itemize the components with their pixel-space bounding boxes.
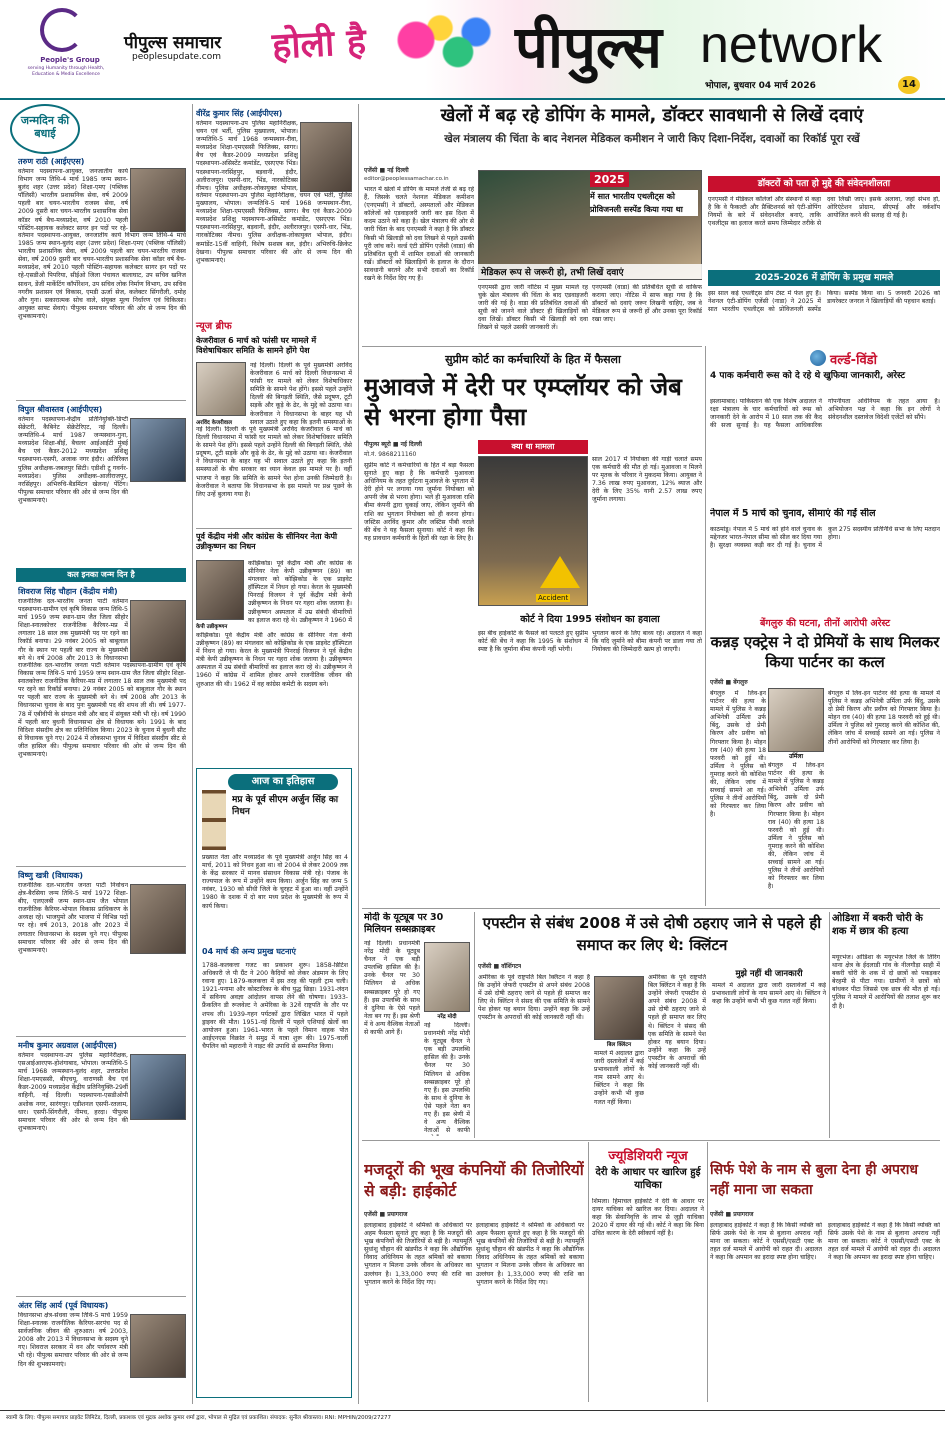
world-text: काठमांडू। नेपाल में 5 मार्च को होने वाले चुनाव के मद्देनजर भारत-नेपाल सीमा को सील कर दिया गया है। सुरक्षा व्यवस्था कड़ी कर दी गई है। चुनाव में कुल 275 सदस्यीय प्रतिनिधि सभा के लिए मतदान होगा। xyxy=(710,526,940,550)
judiciary-headline: देरी के आधार पर खारिज हुई याचिका xyxy=(595,1167,701,1191)
unnikrishnan-photo xyxy=(196,560,244,620)
hc-byline: एजेंसी ■ प्रयागराज xyxy=(364,1211,408,1218)
footer-imprint: स्वामी के लिए: पीपुल्स समाचार प्राइवेट लिमिटेड, दिल्ली, प्रकाशक एवं मुद्रक अशोक कुमार शर्मा द्वारा, भोपाल से मुद्रित एवं प्रकाशित। संपादक: सुनील श्रीवास्तव। RNI: MPHIN/2009/27277 xyxy=(6,1415,392,1421)
side-heading: 2025-2026 में डोपिंग के प्रमुख मामले xyxy=(708,270,940,286)
officer-photo xyxy=(300,122,352,192)
modi-photo xyxy=(424,942,470,1012)
sc-headline: मुआवजे में देरी पर एम्प्लॉयर को जेब से भरना होगा पैसा xyxy=(364,373,682,431)
holi-banner: होली है xyxy=(271,20,367,68)
history-heading: आज का इतिहास xyxy=(228,774,338,790)
sc-kicker: सुप्रीम कोर्ट का कर्मचारियों के हित में फैसला xyxy=(445,353,621,366)
person-name: मनीष कुमार अग्रवाल (आईपीएस) xyxy=(18,1041,117,1050)
person-name: विपुल श्रीवास्तव (आईपीएस) xyxy=(18,405,103,414)
epstein-text-cont2: मामले में अदालत द्वारा जारी दस्तावेजों में कई प्रभावशाली लोगों के नाम सामने आए थे। क्लिंटन ने कहा कि उन्होंने कभी भी कुछ गलत नहीं किया। xyxy=(594,1050,644,1106)
person-bio: विधानसभा क्षेत्र-सेंधवा जन्म तिथि-5 मार्च 1959 शिक्षा-स्नातक राजनीतिक कैरियर-सरपंच पद से सार्वजनिक जीवन की शुरुआत। वर्ष 2003, 2008 और 2013 में विधानसभा के सदस्य चुने गए। शिवराज सरकार में वन और पर्यावरण मंत्री भी रहे। पीपुल्स समाचार परिवार की ओर से जन्म दिन की शुभकामनाएं। xyxy=(18,1312,128,1368)
caste-headline: सिर्फ पेशे के नाम से बुला देना ही अपराध नहीं माना जा सकता xyxy=(710,1162,918,1198)
sc-text-3: इस बीच हाईकोर्ट के फैसले को पलटते हुए सुप्रीम कोर्ट की बेंच ने कहा कि 1995 के संशोधन में स्पष्ट है कि जुर्माना बीमा कंपनी नहीं भरेगी। xyxy=(478,630,588,654)
divider xyxy=(16,400,186,401)
brief-text: नई दिल्ली। दिल्ली के पूर्व मुख्यमंत्री अरविंद केजरीवाल 6 मार्च को दिल्ली विधानसभा में फांसी घर मामले को लेकर विशेषाधिकार समिति के सामने पेश होंगे। इससे पहले उन्होंने दिल्ली की बिगड़ती स्थिति, जैसे प्रदूषण, टूटी सड़कें और कूड़े के ढेर, के मुद्दे को उठाया था। केजरीवाल ने विधानसभा के बाहर यह भी सवाल उठाते हुए कहा कि इतनी समस्याओं के xyxy=(250,362,352,426)
column-rule xyxy=(588,1142,589,1402)
brand-peoples: पीपुल्स xyxy=(515,13,662,81)
sc-text: सुप्रीम कोर्ट ने कर्मचारियों के हित में बड़ा फैसला सुनाते हुए कहा है कि कर्मचारी मुआवजा अधिनियम के तहत दुर्घटना मुआवजे के भुगतान में देरी होने पर लगाया गया जुर्माना नियोक्ता को अपनी जेब से भरना होगा। भले ही मुआवजा राशि बीमा कंपनी द्वारा चुकाई जाए, लेकिन जुर्माने की राशि का भुगतान नियोक्ता को ही करना होगा। जस्टिस अरविंद कुमार और जस्टिस पीबी वराले की बेंच ने यह फैसला सुनाया। कोर्ट ने कहा कि यह प्रावधान कर्मचारी के हितों की रक्षा के लिए है। xyxy=(364,462,474,542)
footer-rule xyxy=(0,1410,945,1411)
hc-headline: मजदूरों की भूख कंपनियों की तिजोरियों से बड़ी: हाईकोर्ट xyxy=(364,1161,584,1200)
globe-icon xyxy=(810,350,826,366)
judiciary-text: शिमला। हिमाचल हाईकोर्ट ने देरी के आधार पर दायर याचिका को खारिज कर दिया। अदालत ने कहा कि सेवानिवृत्ति के लाभ से जुड़ी याचिका 2020 में दायर की गई थी। कोर्ट ने कहा कि बिना उचित कारण के देरी स्वीकार्य नहीं है। xyxy=(592,1198,704,1238)
inset-year: 2025 xyxy=(590,172,629,187)
brief-text-cont: कोझिकोड। पूर्व केंद्रीय मंत्री और कांग्रेस के सीनियर नेता केपी उन्नीकृष्णन (89) का मंगलवार को कोझिकोड के एक प्राइवेट हॉस्पिटल में निधन हो गया। केरल के मुख्यमंत्री पिनराई विजयन ने पूर्व केंद्रीय मंत्री केपी उन्नीकृष्णन के निधन पर गहरा शोक जताया है। उन्नीकृष्णन अस्पताल में उम्र संबंधी बीमारियों का इलाज करा रहे थे। उन्नीकृष्णन ने 1960 में कांग्रेस में शामिल होकर अपने राजनीतिक जीवन की शुरुआत की थी। 1962 में वह कांग्रेस कमेटी के सदस्य बने। xyxy=(196,632,352,688)
person-bio-text: वर्तमान पदस्थापना-आयुक्त, जनजातीय कार्य विभाग जन्म तिथि-4 मार्च 1985 जन्म स्थान-बुलंद शहर (उत्तर प्रदेश) शिक्षा-एमए (पब्लिक पॉलिसी) भारतीय प्रशासनिक सेवा, वर्ष 2009 पहली बार चयन-भारतीय राजस्व सेवा, वर्ष 2009 दूसरी बार चयन-भारतीय प्रशासनिक सेवा कॉडर वर्ष बैच-मध्यप्रदेश, वर्ष 2010 पहली पोस्टिंग-सहायक कलेक्टर सागर इन पदों पर रहे-एसडीओ पिपरिया, सीईओ जिला पंचायत बालाघाट, उप सचिव खनिज साधन, डेंजी मार्केटिंग कॉर्पोरेशन, उप सचिव लोक निर्माण विभाग, उप सचिव नगरीय प्रशासन एवं विकास, एमडी ऊर्जा सेज, कलेक्टर सिंगरौली, दमोह और गुना। सकारात्मक सोच वाले, संयुक्त मूल्य निर्धारण एवं चिकित्सा। आयुक्त साफ्ट सेवाएं। पीपुल्स समाचार परिवार की ओर से जन्म दिन की शुभकामनाएं। xyxy=(18,232,186,320)
person-photo xyxy=(130,1054,186,1120)
person-bio-cont xyxy=(18,662,186,862)
side-text: एनएमसी ने मेडिकल कॉलेजों और संस्थानों से कहा है कि वे फैकल्टी और प्रैक्टिशनर्स को एंटी-डोपिंग नियमों के बारे में संवेदनशील बनाएं, ताकि एथलीट्स का इलाज करते समय जिम्मेदार तरीके से दवा लिखी जाए। इसके अलावा, जहां संभव हो, ओरिएंटेशन प्रोग्राम, सीएमई और वर्कशॉप आयोजित करने की सलाह दी गई है। xyxy=(708,196,940,228)
caste-text: इलाहाबाद हाईकोर्ट ने कहा है कि किसी व्यक्ति को सिर्फ उसके पेशे के नाम से बुलाना अपराध नहीं माना जा सकता। कोर्ट ने एससी/एसटी एक्ट के तहत दर्ज मामले में आरोपी को राहत दी। अदालत ने कहा कि अपमान का इरादा स्पष्ट होना चाहिए। xyxy=(710,1222,822,1262)
person-name: शिवराज सिंह चौहान (केंद्रीय मंत्री) xyxy=(18,587,118,596)
person-photo xyxy=(130,600,186,662)
clinton-photo xyxy=(594,976,644,1040)
bengaluru-byline: एजेंसी ■ बेंगलुरु xyxy=(710,679,748,686)
accident-label: Accident xyxy=(538,594,569,602)
lead-photo-caption: मेडिकल रूप से जरूरी हो, तभी लिखें दवाएं xyxy=(478,264,702,279)
hc-text: इलाहाबाद हाईकोर्ट ने श्रमिकों के अधिकारों पर अहम फैसला सुनाते हुए कहा है कि मजदूरों की भूख कंपनियों की तिजोरियों से बड़ी है। न्यायमूर्ति सुधांशु चौहान की खंडपीठ ने कहा कि औद्योगिक विवाद अधिनियम के तहत श्रमिकों को बकाया भुगतान न मिलना उनके जीवन के अधिकार का उल्लंघन है। 1,33,000 रुपए की राशि का भुगतान करने के निर्देश दिए गए। xyxy=(364,1222,472,1286)
epstein-text: अमेरिका के पूर्व राष्ट्रपति बिल क्लिंटन ने कहा है कि उन्होंने जेफरी एपस्टीन से अपने संबंध 2008 में उसे दोषी ठहराए जाने से पहले ही समाप्त कर लिए थे। क्लिंटन ने संसद की एक समिति के सामने पेश होकर यह बयान दिया। उन्होंने कहा कि उन्हें एपस्टीन के अपराधों की कोई जानकारी नहीं थी। xyxy=(478,974,590,1022)
person-photo xyxy=(130,884,186,954)
world-text: इस्लामाबाद। पाकिस्तान की एक विशेष अदालत ने रक्षा मंत्रालय के चार कर्मचारियों को रूस को जानकारी देने के आरोप में 10 साल तक की कैद की सजा सुनाई है। यह फैसला आधिकारिक गोपनीयता अधिनियम के तहत आया है। अभियोजन पक्ष ने कहा कि इन लोगों ने संवेदनशील दस्तावेज विदेशी एजेंटों को सौंपे। xyxy=(710,398,940,430)
officer-name: वीरेंद्र कुमार सिंह (आईपीएस) xyxy=(196,109,283,118)
history-events: 1788-कलकत्ता गजट का प्रकाशन शुरू। 1858-ब्रिटिश अधिकारी जे पी ग्रैंट ने 200 कैदियों को लेकर अंडमान के लिए रवाना हुए। 1879-कलकत्ता में इस तरह की पहली ट्राम चली। 1921-पनामा और कोस्टारिका के बीच युद्ध छिड़ा। 1931-लंदन में सविनय अवज्ञा आंदोलन वापस लेने की घोषणा। 1933-फ्रैंकलिन डी रूजवेल्ट ने अमेरिका के 32वें राष्ट्रपति के तौर पर शपथ ली। 1939-गहन पर्यटकों द्वारा लिखित भारत में पहले ड्राइवर की मौत। 1951-नई दिल्ली में पहले एशियाई खेलों का आयोजन हुआ। 1961-भारत के पहले विमान वाहक पोत आईएनएस विक्रांत ने समुद्र में यात्रा शुरू की। 1975-चार्ली चैपलिन को महारानी ने नाइट की उपाधि से सम्मानित किया। xyxy=(202,962,348,1050)
divider xyxy=(16,866,186,867)
birthday-heading: जन्मदिन की बधाई xyxy=(10,104,80,154)
group-name: People's Group xyxy=(40,56,100,64)
photo-caption: बिल क्लिंटन xyxy=(606,1042,632,1048)
inset-text: में सात भारतीय एथलीट्स को प्रोविजनली सस्पेंड किया गया था xyxy=(590,190,698,216)
modi-text-cont: नई दिल्ली। प्रधानमंत्री नरेंद्र मोदी के यूट्यूब चैनल ने एक बड़ी उपलब्धि हासिल की है। उनके चैनल पर 30 मिलियन से अधिक सब्सक्राइबर पूरे हो गए हैं। इस उपलब्धि के साथ वे दुनिया के ऐसे पहले नेता बन गए हैं। इस श्रेणी में वे अन्य वैश्विक नेताओं से काफी xyxy=(424,1022,470,1135)
divider xyxy=(16,1036,186,1037)
person-bio: वर्तमान पदस्थापना-आयुक्त, जनजातीय कार्य विभाग जन्म तिथि-4 मार्च 1985 जन्म स्थान-बुलंद शहर (उत्तर प्रदेश) शिक्षा-एमए (पब्लिक पॉलिसी) भारतीय प्रशासनिक सेवा, वर्ष 2009 पहली बार चयन-भारतीय राजस्व सेवा, वर्ष 2009 दूसरी बार चयन-भारतीय प्रशासनिक सेवा कॉडर वर्ष बैच-मध्यप्रदेश, वर्ष 2010 पहली पोस्टिंग-सहायक कलेक्टर सागर इन पदों पर रहे- xyxy=(18,168,128,232)
officer-bio-cont: वर्तमान पदस्थापना-उप पुलिस महानिरीक्षक, चयन एवं भर्ती, पुलिस मुख्यालय, भोपाल। जन्मतिथि-5 मार्च 1968 जन्मस्थान-रीवा, मध्यप्रदेश शिक्षा-एमएससी फिजिक्स, सागर। बैच एवं कैडर-2009 मध्यप्रदेश प्रशिक्षु पदस्थापना-असिस्टेंट कमांडेंट, एसएएफ भिंड। पदस्थापना-नरसिंहपुर, बड़वानी, इंदौर, अलीराजपुर। एसपी-धार, भिंड, नारकोटिक्स नीमच। पुलिस अधीक्षक-लोकायुक्त भोपाल, इंदौर। कमांडेंट-15वीं वाहिनी, विशेष सशस्त्र बल, इंदौर। अभिरुचि-क्रिकेट देखना। पीपुल्स समाचार परिवार की ओर से जन्म दिन की शुभकामनाएं। xyxy=(196,192,352,264)
side-text: इस साल कई एथलीट्स डोप टेस्ट में फेल हुए हैं। नेशनल एंटी-डोपिंग एजेंसी (नाडा) ने 2025 में सात भारतीय एथलीट्स को प्रोविजनली सस्पेंड किया। सस्पेंड किया था। 5 जनवरी 2026 को डायरेक्टर जनरल ने खिलाड़ियों की पहचान बताई। xyxy=(708,290,940,314)
world-window-heading: वर्ल्ड-विंडो xyxy=(830,353,877,368)
hc-text-cont: इलाहाबाद हाईकोर्ट ने श्रमिकों के अधिकारों पर अहम फैसला सुनाते हुए कहा है कि मजदूरों की भूख कंपनियों की तिजोरियों से बड़ी है। न्यायमूर्ति सुधांशु चौहान की खंडपीठ ने कहा कि औद्योगिक विवाद अधिनियम के तहत श्रमिकों को बकाया भुगतान न मिलना उनके जीवन के अधिकार का उल्लंघन है। 1,33,000 रुपए की राशि का भुगतान करने के निर्देश दिए गए। xyxy=(476,1222,584,1286)
birthday-column xyxy=(6,104,190,1404)
modi-headline: मोदी के यूट्यूब पर 30 मिलियन सब्सक्राइबर xyxy=(364,912,444,935)
epstein-inset-heading: मुझे नहीं थी जानकारी xyxy=(735,969,803,979)
sc-mobile: मो.नं. 9868211160 xyxy=(364,451,417,458)
caste-text-cont: इलाहाबाद हाईकोर्ट ने कहा है कि किसी व्यक्ति को सिर्फ उसके पेशे के नाम से बुलाना अपराध नहीं माना जा सकता। कोर्ट ने एससी/एसटी एक्ट के तहत दर्ज मामले में आरोपी को राहत दी। अदालत ने कहा कि अपमान का इरादा स्पष्ट होना चाहिए। xyxy=(828,1222,940,1262)
column-rule xyxy=(192,104,193,1404)
bengaluru-text-cont2: बेंगलुरु में लिव-इन पार्टनर की हत्या के मामले में पुलिस ने कन्नड़ अभिनेत्री उर्मिला उर्फ बिंदु, उसके दो प्रेमी किरण और प्रवीण को गिरफ्तार किया है। मोहन राव (40) की हत्या 18 फरवरी को हुई थी। उर्मिला ने पुलिस को गुमराह करने की कोशिश की, लेकिन जांच में सच्चाई सामने आ गई। पुलिस ने तीनों आरोपियों को गिरफ्तार कर लिया है। xyxy=(768,762,824,891)
world-title: 4 पाक कर्मचारी रूस को दे रहे थे खुफिया जानकारी, अरेस्ट xyxy=(710,371,906,381)
photo-caption: नरेंद्र मोदी xyxy=(437,1014,457,1020)
sc-text-4: भुगतान करने के लिए बाध्य रहे। अदालत ने कहा कि यदि जुर्माने को बीमा कंपनी पर डाला गया तो नियोक्ता की जिम्मेदारी खत्म हो जाएगी। xyxy=(592,630,702,654)
news-brief-heading: न्यूज ब्रीफ xyxy=(196,321,232,332)
modi-text: नई दिल्ली। प्रधानमंत्री नरेंद्र मोदी के यूट्यूब चैनल ने एक बड़ी उपलब्धि हासिल की है। उनके चैनल पर 30 मिलियन से अधिक सब्सक्राइबर पूरे हो गए हैं। इस उपलब्धि के साथ वे दुनिया के ऐसे पहले नेता बन गए हैं। इस श्रेणी में वे अन्य वैश्विक नेताओं से काफी आगे हैं। xyxy=(364,940,420,1037)
photo-caption: केपी उन्नीकृष्णन xyxy=(196,624,228,630)
epstein-text-cont: अमेरिका के पूर्व राष्ट्रपति बिल क्लिंटन ने कहा है कि उन्होंने जेफरी एपस्टीन से अपने संबंध 2008 में उसे दोषी ठहराए जाने से पहले ही समाप्त कर लिए थे। क्लिंटन ने संसद की एक समिति के सामने पेश होकर यह बयान दिया। उन्होंने कहा कि उन्हें एपस्टीन के अपराधों की कोई जानकारी नहीं थी। xyxy=(648,974,706,1071)
kejriwal-photo xyxy=(196,362,246,416)
person-bio: राजनीतिक दल-भारतीय जनता पार्टी वर्तमान पदस्थापना-ग्रामीण एवं कृषि विकास जन्म तिथि-5 मार्च 1959 जन्म स्थान-ग्राम जैत जिला सीहोर शिक्षा-स्नातकोत्तर राजनीतिक कैरियर-मप्र में लगातार 18 साल तक मुख्यमंत्री पद पर रहने का रिकॉर्ड बनाया। 29 नवंबर 2005 को बाबूलाल गौर के स्थान पर पहली बार राज्य के मुख्यमंत्री बने थे। वर्ष 2008 और 2013 के विधानसभा xyxy=(18,598,128,662)
odisha-headline: ओडिशा में बकरी चोरी के शक में छात्र की हत्या xyxy=(832,913,923,937)
lead-headline: खेलों में बढ़ रहे डोपिंग के मामले, डॉक्टर सावधानी से लिखें दवाएं xyxy=(440,105,864,126)
history-subheading: 04 मार्च की अन्य प्रमुख घटनाएं xyxy=(202,947,296,956)
lead-byline: एजेंसी ■ नई दिल्ली xyxy=(364,167,409,174)
brief-title: पूर्व केंद्रीय मंत्री और कांग्रेस के सीनियर नेता केपी उन्नीकृष्णन का निधन xyxy=(196,532,338,551)
color-splash xyxy=(380,8,500,88)
bengaluru-kicker: बेंगलुरु की घटना, तीनों आरोपी अरेस्ट xyxy=(759,618,891,629)
epstein-byline: एजेंसी ■ वॉशिंगटन xyxy=(478,963,522,970)
bengaluru-text: बेंगलुरु में लिव-इन पार्टनर की हत्या के मामले में पुलिस ने कन्नड़ अभिनेत्री उर्मिला उर्फ बिंदु, उसके दो प्रेमी किरण और प्रवीण को गिरफ्तार किया है। मोहन राव (40) की हत्या 18 फरवरी को हुई थी। उर्मिला ने पुलिस को गुमराह करने की कोशिश की, लेकिन जांच में सच्चाई सामने आ गई। पुलिस ने तीनों आरोपियों को गिरफ्तार कर लिया है। xyxy=(710,690,766,819)
history-text: प्रख्यात नेता और मध्यप्रदेश के पूर्व मुख्यमंत्री अर्जुन सिंह का 4 मार्च, 2011 को निधन हुआ था। वो 2004 से लेकर 2009 तक के केंद्र सरकार में मानव संसाधन विकास मंत्री रहे। पंजाब के राज्यपाल के रूप में उन्होंने काम किया। अर्जुन सिंह का जन्म 5 नवंबर, 1930 को सीधी जिले के चुरहट में हुआ था। वहीं उन्होंने 1980 के दशक में दो बार मध्य प्रदेश के मुख्यमंत्री के रूप में कार्य किया। xyxy=(202,854,348,910)
person-bio: राजनीतिक दल-भारतीय जनता पार्टी निर्वाचन क्षेत्र-बैरसिया जन्म तिथि-5 मार्च 1972 शिक्षा-बीए, एलएलबी जन्म स्थान-ग्राम जैत भोपाल राजनीतिक कैरियर-भोपाल विकास प्राधिकरण के अध्यक्ष रहे। भाजयुमो और भाजपा में विभिन्न पदों पर रहे। वर्ष 2013, 2018 और 2023 में लगातार विधानसभा के सदस्य चुने गए। पीपुल्स समाचार परिवार की ओर से जन्म दिन की शुभकामनाएं। xyxy=(18,882,128,954)
sc-subheading: कोर्ट ने दिया 1995 संशोधन का हवाला xyxy=(520,614,660,625)
person-bio-text: राजनीतिक दल-भारतीय जनता पार्टी वर्तमान पदस्थापना-ग्रामीण एवं कृषि विकास जन्म तिथि-5 मार्च 1959 जन्म स्थान-ग्राम जैत जिला सीहोर शिक्षा-स्नातकोत्तर राजनीतिक कैरियर-मप्र में लगातार 18 साल तक मुख्यमंत्री पद पर रहने का रिकॉर्ड बनाया। 29 नवंबर 2005 को बाबूलाल गौर के स्थान पर पहली बार राज्य के मुख्यमंत्री बने थे। वर्ष 2008 और 2013 के विधानसभा चुनाव के बाद पुनः मुख्यमंत्री पद की शपथ ली थी। वर्ष 1977-78 में एबीवीपी के संगठन मंत्री और बाद में संयुक्त मंत्री भी रहे। वर्ष 1990 में पहली बार बुधनी विधानसभा क्षेत्र से विधायक बने। 1991 के बाद विदिशा संसदीय क्षेत्र का प्रतिनिधित्व किया। 2023 के चुनाव में बुधनी सीट से विधायक चुने गए। 2024 में लोकसभा चुनाव में विदिशा संसदीय सीट से जीत हासिल की। पीपुल्स समाचार परिवार की ओर से जन्म दिन की शुभकामनाएं। xyxy=(18,662,186,759)
column-rule xyxy=(705,346,706,906)
lead-text-3: एनएमसी (वाडा) की प्रतिबंधित सूची से वाकिफ कराया जाए। नोटिस में साफ कहा गया है कि डॉक्टरों को दवाएं जरूर लिखनी चाहिए, जब वे मेडिकल रूप से जरूरी हों और उनका पूरा रिकॉर्ड रखा जाए। xyxy=(592,284,702,324)
column-rule xyxy=(829,912,830,1138)
side-heading: डॉक्टरों को पता हो मुद्दे की संवेदनशीलता xyxy=(708,176,940,192)
person-photo xyxy=(130,418,186,482)
caste-byline: एजेंसी ■ प्रयागराज xyxy=(710,1211,754,1218)
divider xyxy=(362,908,940,909)
brief-title: केजरीवाल 6 मार्च को फांसी घर मामले में विशेषाधिकार समिति के सामने होंगे पेश xyxy=(196,336,317,355)
epstein-headline: एपस्टीन से संबंध 2008 में उसे दोषी ठहराए जाने से पहले ही समाप्त कर लिए थे: क्लिंटन xyxy=(482,914,822,954)
history-title: मप्र के पूर्व सीएम अर्जुन सिंह का निधन xyxy=(232,795,339,817)
sc-case-text: साल 2017 में नियोक्ता की गाड़ी चलाते समय एक कर्मचारी की मौत हो गई। मुआवजा न मिलने पर मृतक के परिवार ने मुकदमा किया। आयुक्त ने 7.36 लाख रुपए मुआवजा, 12% ब्याज और देरी के लिए 35% यानी 2.57 लाख रुपए जुर्माना लगाया। xyxy=(592,456,702,504)
column-rule xyxy=(474,912,475,1138)
person-photo xyxy=(130,1314,186,1378)
odisha-text: मयूरभंज। ओडिशा के मयूरभंज जिले के तिरिंग थाना क्षेत्र के ईदलाडी गांव के नीलगौड़ा साही में बकरी चोरी के शक में दो छात्रों को पकड़कर बेरहमी से पीटा गया। ग्रामीणों ने छात्रों को बांधकर पीटा जिससे एक छात्र की मौत हो गई। पुलिस ने मामले में आरोपियों की तलाश शुरू कर दी है। xyxy=(832,954,940,1010)
group-tagline: serving Humanity through Health, Education & Media Excellence xyxy=(27,66,105,77)
brief-text-cont: नई दिल्ली। दिल्ली के पूर्व मुख्यमंत्री अरविंद केजरीवाल 6 मार्च को दिल्ली विधानसभा में फांसी घर मामले को लेकर विशेषाधिकार समिति के सामने पेश होंगे। इससे पहले उन्होंने दिल्ली की बिगड़ती स्थिति, जैसे प्रदूषण, टूटी सड़कें और कूड़े के ढेर, के मुद्दे को उठाया था। केजरीवाल ने विधानसभा के बाहर यह भी सवाल उठाते हुए कहा कि इतनी समस्याओं के बीच सरकार का ध्यान केवल इस मामले पर है। वहीं भाजपा ने कहा कि समिति के सामने पेश होना उनकी जिम्मेदारी है। केजरीवाल ने बताया कि विधानसभा के इस मामले पर प्रश्न पूछने के लिए उन्हें बुलाया गया है। xyxy=(196,426,352,498)
paper-name: पीपुल्स समाचार xyxy=(124,33,222,53)
sc-inset-heading: क्या था मामला xyxy=(478,440,588,454)
brief-text: कोझिकोड। पूर्व केंद्रीय मंत्री और कांग्रेस के सीनियर नेता केपी उन्नीकृष्णन (89) का मंगलवार को कोझिकोड के एक प्राइवेट हॉस्पिटल में निधन हो गया। केरल के मुख्यमंत्री पिनराई विजयन ने पूर्व केंद्रीय मंत्री केपी उन्नीकृष्णन के निधन पर गहरा शोक जताया है। उन्नीकृष्णन अस्पताल में उम्र संबंधी बीमारियों का इलाज करा रहे थे। उन्नीकृष्णन ने 1960 में xyxy=(248,560,352,624)
column-rule xyxy=(707,1142,708,1402)
hourglass-icon xyxy=(202,790,226,850)
site-url: peoplesupdate.com xyxy=(132,52,221,62)
divider xyxy=(196,528,352,529)
urmila-photo xyxy=(768,688,824,752)
dateline: भोपाल, बुधवार 04 मार्च 2026 xyxy=(705,81,816,91)
person-name: अंतर सिंह आर्य (पूर्व विधायक) xyxy=(18,1301,109,1310)
world-title: नेपाल में 5 मार्च को चुनाव, सीमाएं की गईं सील xyxy=(710,508,876,519)
column-rule xyxy=(358,104,359,1404)
lead-email: editor@peoplessamachar.co.in xyxy=(364,176,449,182)
column-two xyxy=(196,104,354,1404)
judiciary-heading: ज्यूडिशियरी न्यूज xyxy=(608,1149,688,1164)
person-name: विष्णु खत्री (विधायक) xyxy=(18,871,84,880)
person-bio: वर्तमान पदस्थापना-केंद्रीय प्रतिनियुक्ति-डिप्टी सेक्रेटरी, कैबिनेट सेक्रेटेरिएट, नई दिल्ली। जन्मतिथि-4 मार्च 1987 जन्मस्थान-गुना, मध्यप्रदेश शिक्षा-बीई, बैचलर आईआईटी मुंबई बैच एवं कैडर-2012 मध्यप्रदेश प्रशिक्षु पदस्थापना-एसपी, अजाक नगर इंदौर। अतिरिक्त पुलिस अधीक्षक-जबलपुर सिटी। एडीशी टू गवर्नर-मध्यप्रदेश। पुलिस अधीक्षक-आलीराजपुर, नरसिंहपुर। अभिरुचि-बैडमिंटन खेलना/ पेंटिंग। पीपुल्स समाचार परिवार की ओर से जन्म दिन की शुभकामनाएं। xyxy=(18,416,128,504)
person-name: तरुण राठी (आईएएस) xyxy=(18,157,85,166)
masthead xyxy=(0,0,945,100)
accident-sign xyxy=(540,556,580,588)
bengaluru-text-cont: बेंगलुरु में लिव-इन पार्टनर की हत्या के मामले में पुलिस ने कन्नड़ अभिनेत्री उर्मिला उर्फ बिंदु, उसके दो प्रेमी किरण और प्रवीण को गिरफ्तार किया है। मोहन राव (40) की हत्या 18 फरवरी को हुई थी। उर्मिला ने पुलिस को गुमराह करने की कोशिश की, लेकिन जांच में सच्चाई सामने आ गई। पुलिस ने तीनों आरोपियों को गिरफ्तार कर लिया है। xyxy=(828,690,940,746)
officer-bio: वर्तमान पदस्थापना-उप पुलिस महानिरीक्षक, चयन एवं भर्ती, पुलिस मुख्यालय, भोपाल। जन्मतिथि-5 मार्च 1968 जन्मस्थान-रीवा, मध्यप्रदेश शिक्षा-एमएससी फिजिक्स, सागर। बैच एवं कैडर-2009 मध्यप्रदेश प्रशिक्षु पदस्थापना-असिस्टेंट कमांडेंट, एसएएफ भिंड। पदस्थापना-नरसिंहपुर, बड़वानी, इंदौर, अलीराजपुर। एसपी-धार, भिंड, नारकोटिक्स नीमच। पुलिस अधीक्षक-लोकायुक्त भोपाल, xyxy=(196,120,298,192)
divider xyxy=(362,1140,940,1141)
brand-network: network xyxy=(700,16,883,74)
tomorrow-birthday-heading: कल इनका जन्म दिन है xyxy=(16,568,186,582)
page-number: 14 xyxy=(898,76,920,94)
person-photo xyxy=(130,168,186,232)
peoples-group-logo xyxy=(40,8,84,52)
person-bio: वर्तमान पदस्थापना-उप पुलिस महानिरीक्षक, एसआईआरएफ-होशंगाबाद, भोपाल। जन्मतिथि-5 मार्च 1968 जन्मस्थान-बुलंद शहर, उत्तरप्रदेश शिक्षा-एमएससी, बीएचयू, वाराणसी बैच एवं कैडर-2009 मध्यप्रदेश केंद्रीय प्रतिनियुक्ति-29वीं वाहिनी, नई दिल्ली। पदस्थापना-एसडीओपी अशोक नगर, सारंगपुर। एडीशनल एसपी-रतलाम, धार। एसपी-सिंगरौली, नीमच, हरदा। पीपुल्स समाचार परिवार की ओर से जन्म दिन की शुभकामनाएं। xyxy=(18,1052,128,1132)
person-bio-cont xyxy=(18,232,186,416)
lead-text-2: एनएमसी द्वारा जारी नोटिस में मुख्य मामले रह चुके खेल मंत्रालय की चिंता के बाद एडवाइजरी जारी की गई है। वाडा की प्रतिबंधित दवाओं की सूची को जानने वाले डॉक्टर ही खिलाड़ियों को दवा लिखें। डॉक्टर किसी भी खिलाड़ी को दवा लिखने से पहले उसकी जानकारी लें। xyxy=(478,284,588,332)
sc-byline: पीपुल्स ब्यूरो ■ नई दिल्ली xyxy=(364,441,423,448)
bengaluru-headline: कन्नड़ एक्ट्रेस ने दो प्रेमियों के साथ मिलकर किया पार्टनर का कत्ल xyxy=(710,633,940,671)
epstein-inset-text: मामले में अदालत द्वारा जारी दस्तावेजों में कई प्रभावशाली लोगों के नाम सामने आए थे। क्लिंटन ने कहा कि उन्होंने कभी भी कुछ गलत नहीं किया। xyxy=(712,982,826,1006)
lead-subheadline: खेल मंत्रालय की चिंता के बाद नेशनल मेडिकल कमीशन ने जारी किए दिशा-निर्देश, दवाओं का रिकॉर्ड पूरा रखें xyxy=(444,133,860,145)
photo-caption: अरविंद केजरीवाल xyxy=(196,420,232,426)
divider xyxy=(16,1296,186,1297)
photo-caption: उर्मिला xyxy=(788,753,804,760)
divider xyxy=(362,346,702,347)
lead-text: भारत में खेलों में डोपिंग के मामले तेजी से बढ़ रहे हैं, जिसके चलते नेशनल मेडिकल कमीशन (एनएमसी) ने डॉक्टरों, अस्पतालों और मेडिकल कॉलेजों को एडवाइजरी जारी कर इस दिशा में कदम उठाने को कहा है। खेल मंत्रालय की ओर से जारी चिंता के बाद एनएमसी ने कहा है कि डॉक्टर किसी भी खिलाड़ी को दवा लिखने से पहले उसकी पूरी जांच करें। वर्ल्ड एंटी डोपिंग एजेंसी (वाडा) की प्रतिबंधित सूची में शामिल दवाओं की जानकारी रखें। डॉक्टरों को खिलाड़ियों के इलाज के दौरान सावधानी बरतने और सभी दवाओं का रिकॉर्ड रखने के निर्देश दिए गए हैं। xyxy=(364,186,474,283)
